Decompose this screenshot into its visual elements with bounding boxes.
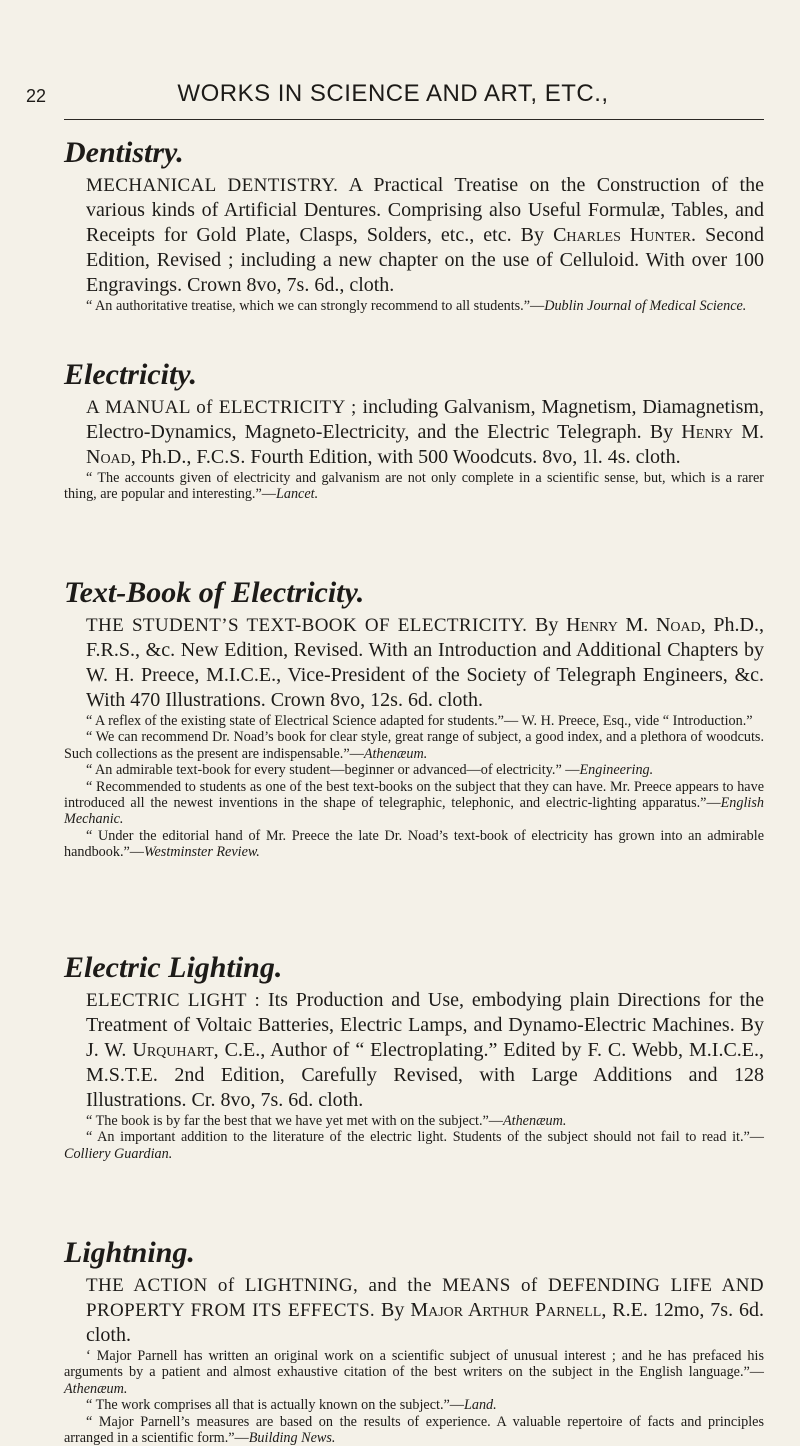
book-title: A MANUAL of ELECTRICITY ; xyxy=(86,397,357,418)
entry-body xyxy=(86,395,764,470)
review-quote xyxy=(64,1129,764,1162)
entry-electric-lighting xyxy=(64,950,764,1162)
book-title: THE ACTION of LIGHTNING, and the MEANS of DEFENDING LIFE AND PROPERTY FROM ITS EFFECTS. xyxy=(86,1275,764,1321)
entry-dentistry xyxy=(64,135,764,314)
entry-heading: Text-Book of Electricity. xyxy=(64,576,365,609)
review-source: Engineering. xyxy=(579,762,654,779)
entry-body xyxy=(86,613,764,713)
entry-lightning xyxy=(64,1235,764,1446)
running-head xyxy=(26,80,760,114)
book-details: 12mo, 7s. 6d. cloth. xyxy=(86,1299,765,1346)
review-quote xyxy=(64,470,764,503)
book-description: including Galvanism, Magnetism, Diamagnetism, Electro-Dynamics, Magneto-Electricity, and the Electric Telegraph. By xyxy=(86,396,764,443)
review-quote xyxy=(64,729,764,762)
book-title: THE STUDENT’S TEXT-BOOK OF ELECTRICITY. xyxy=(86,615,528,636)
review-quote xyxy=(64,713,764,729)
book-details: Author of “ Electroplating.” Edited by F. C. Webb, M.I.C.E., M.S.T.E. 2nd Edition, Carefully Revised, with Large Additions and 128 Illustrations. Cr. 8vo, 7s. 6d. cloth. xyxy=(86,1039,764,1111)
review-text: “ A reflex of the existing state of Electrical Science adapted for students.”— W. H. Preece, Esq., vide “ Introduction.” xyxy=(86,713,753,729)
entry-heading: Electricity. xyxy=(64,358,198,391)
review-source: Athenæum. xyxy=(502,1113,567,1129)
review-quote xyxy=(64,1113,764,1129)
book-author: Charles Hunter. xyxy=(553,224,697,246)
review-source: Colliery Guardian. xyxy=(64,1145,173,1162)
book-author: Henry M. Noad, xyxy=(566,614,706,636)
review-quote xyxy=(64,828,764,861)
entry-heading: Dentistry. xyxy=(64,136,184,169)
book-details: Second Edition, Revised ; including a new chapter on the use of Celluloid. With over 100 Engravings. Crown 8vo, 7s. 6d., cloth. xyxy=(86,224,764,296)
entry-electricity xyxy=(64,357,764,503)
review-text: “ An admirable text-book for every student—beginner or advanced—of electricity.” — xyxy=(86,762,580,779)
review-source: Land. xyxy=(463,1397,497,1414)
book-title: ELECTRIC LIGHT : xyxy=(86,990,261,1011)
entry-text-book-of-electricity xyxy=(64,575,764,861)
review-source: Westminster Review. xyxy=(144,844,260,861)
review-source: English Mechanic. xyxy=(64,795,764,828)
review-source: Lancet. xyxy=(275,486,319,503)
review-quote xyxy=(64,779,764,828)
review-text: “ The accounts given of electricity and galvanism are not only complete in a scientific sense, but, which is a rarer thing, are popular and interesting.”— xyxy=(64,470,764,503)
review-quote xyxy=(64,298,764,314)
book-title: MECHANICAL DENTISTRY. xyxy=(86,175,339,196)
review-quote xyxy=(64,1348,764,1397)
book-author: Major Arthur Parnell, R.E. xyxy=(410,1299,648,1321)
book-details: Ph.D., F.C.S. Fourth Edition, with 500 Woodcuts. 8vo, 1l. 4s. cloth. xyxy=(135,446,681,468)
review-source: Athenæum. xyxy=(363,745,428,762)
book-description: A Practical Treatise on the Construction of the various kinds of Artificial Dentures. Comprising also Useful Formulæ, Tables, and Receipts for Gold Plate, Clasps, Solders, etc., etc. By xyxy=(86,174,764,246)
book-description: By xyxy=(375,1299,411,1321)
review-text: “ Recommended to students as one of the best text-books on the subject that they can have. Mr. Preece appears to have introduced all the newest inventions in the shape of telegraphic, telephonic, and electric-lighting apparatus.”— xyxy=(64,778,764,812)
review-text: “ An authoritative treatise, which we can strongly recommend to all students.”— xyxy=(86,298,545,314)
review-text: “ Major Parnell’s measures are based on the results of experience. A valuable repertoire of facts and principles arranged in a scientific form.”— xyxy=(64,1413,764,1446)
review-quote xyxy=(64,1414,764,1446)
book-description: Its Production and Use, embodying plain Directions for the Treatment of Voltaic Batteries, Electric Lamps, and Dynamo-Electric Machines. By xyxy=(86,989,764,1036)
review-source: Athenæum. xyxy=(64,1380,128,1397)
book-author: Henry M. Noad, xyxy=(86,421,764,468)
book-details: Ph.D., F.R.S., &c. New Edition, Revised. With an Introduction and Additional Chapters by W. H. Preece, M.I.C.E., Vice-President of the Society of Telegraph Engineers, &c. With 470 Illustrations. Crown 8vo, 12s. 6d. cloth. xyxy=(86,614,764,711)
review-text: “ An important addition to the literature of the electric light. Students of the subject should not fail to read it.”— xyxy=(86,1129,764,1146)
entry-body xyxy=(86,988,764,1113)
entry-heading: Electric Lighting. xyxy=(64,951,283,984)
header-rule xyxy=(64,119,764,120)
review-text: “ Under the editorial hand of Mr. Preece the late Dr. Noad’s text-book of electricity has grown into an admirable handbook.”— xyxy=(64,827,764,861)
page-number: 22 xyxy=(26,86,47,106)
review-source: Dublin Journal of Medical Science. xyxy=(544,298,747,314)
entry-body xyxy=(86,173,764,298)
review-text: “ We can recommend Dr. Noad’s book for clear style, great range of subject, a good index, and a plethora of woodcuts. Such collections as the present are indispensable.”— xyxy=(64,729,764,762)
review-quote xyxy=(64,1397,764,1413)
book-author: J. W. Urquhart, C.E., xyxy=(86,1039,266,1061)
book-description: By xyxy=(527,614,567,636)
entry-body xyxy=(86,1273,764,1348)
review-text: ‘ Major Parnell has written an original work on a scientific subject of unusual interest ; and he has prefaced his arguments by a patient and almost exhaustive citation of the best writers on the subject in the English language.”— xyxy=(64,1348,764,1381)
review-text: “ The book is by far the best that we have yet met with on the subject.”— xyxy=(86,1113,503,1129)
entry-heading: Lightning. xyxy=(64,1236,195,1269)
review-source: Building News. xyxy=(248,1430,336,1446)
running-title: WORKS IN SCIENCE AND ART, ETC., xyxy=(177,80,609,107)
review-quote xyxy=(64,762,764,778)
review-text: “ The work comprises all that is actually known on the subject.”— xyxy=(86,1397,464,1414)
